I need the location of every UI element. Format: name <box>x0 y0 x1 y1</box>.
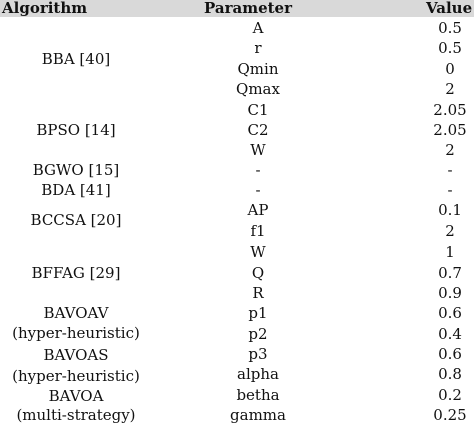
algorithm-label: BGWO [15] <box>32 161 120 179</box>
algorithm-label: BFFAG [29] <box>31 264 121 282</box>
algorithm-label: BBA [40] <box>41 50 111 68</box>
value-cell: - <box>447 181 453 199</box>
parameter-cell: r <box>254 39 262 57</box>
parameter-cell: - <box>255 181 261 199</box>
algorithm-label: BAVOAS <box>43 346 109 364</box>
value-cell: 0.5 <box>438 39 462 57</box>
parameter-cell: gamma <box>230 406 286 424</box>
algorithm-label: (hyper-heuristic) <box>12 324 140 342</box>
header-value: Value <box>426 0 473 17</box>
value-cell: 0.2 <box>438 386 462 404</box>
value-cell: 0.4 <box>438 325 462 343</box>
value-cell: 2 <box>445 80 455 98</box>
parameter-cell: AP <box>247 201 269 219</box>
value-cell: 0.9 <box>438 284 462 302</box>
algorithm-label: BAVOA <box>48 387 104 405</box>
header-algorithm: Algorithm <box>2 0 88 17</box>
value-cell: 0.5 <box>438 19 462 37</box>
algorithm-label: BDA [41] <box>41 181 111 199</box>
parameter-cell: - <box>255 161 261 179</box>
parameter-cell: C1 <box>247 101 269 119</box>
parameter-cell: p2 <box>248 325 268 343</box>
value-cell: 0.8 <box>438 365 462 383</box>
parameter-cell: C2 <box>247 121 269 139</box>
algorithm-label: BAVOAV <box>43 304 109 322</box>
table-header <box>0 0 474 17</box>
value-cell: 0 <box>445 60 455 78</box>
value-cell: 0.1 <box>438 201 462 219</box>
parameter-cell: betha <box>236 386 280 404</box>
algorithm-label: (multi-strategy) <box>16 406 136 424</box>
value-cell: 0.7 <box>438 264 462 282</box>
algorithm-label: BPSO [14] <box>36 121 116 139</box>
algorithm-label: BCCSA [20] <box>30 211 122 229</box>
parameter-cell: R <box>252 284 264 302</box>
parameter-cell: p3 <box>248 345 268 363</box>
parameter-cell: Q <box>251 264 265 282</box>
value-cell: 2 <box>445 222 455 240</box>
value-cell: 2.05 <box>433 121 467 139</box>
header-parameter: Parameter <box>204 0 293 17</box>
parameter-cell: W <box>250 243 266 261</box>
value-cell: 2.05 <box>433 101 467 119</box>
value-cell: 0.6 <box>438 345 462 363</box>
parameter-cell: Qmin <box>237 60 279 78</box>
parameter-cell: A <box>252 19 264 37</box>
value-cell: 0.25 <box>433 406 467 424</box>
parameter-cell: W <box>250 141 266 159</box>
value-cell: 1 <box>445 243 455 261</box>
value-cell: 2 <box>445 141 455 159</box>
parameter-cell: Qmax <box>236 80 280 98</box>
parameter-cell: f1 <box>250 222 266 240</box>
algorithm-label: (hyper-heuristic) <box>12 367 140 385</box>
value-cell: - <box>447 161 453 179</box>
value-cell: 0.6 <box>438 304 462 322</box>
parameter-cell: p1 <box>248 304 268 322</box>
parameter-cell: alpha <box>237 365 279 383</box>
